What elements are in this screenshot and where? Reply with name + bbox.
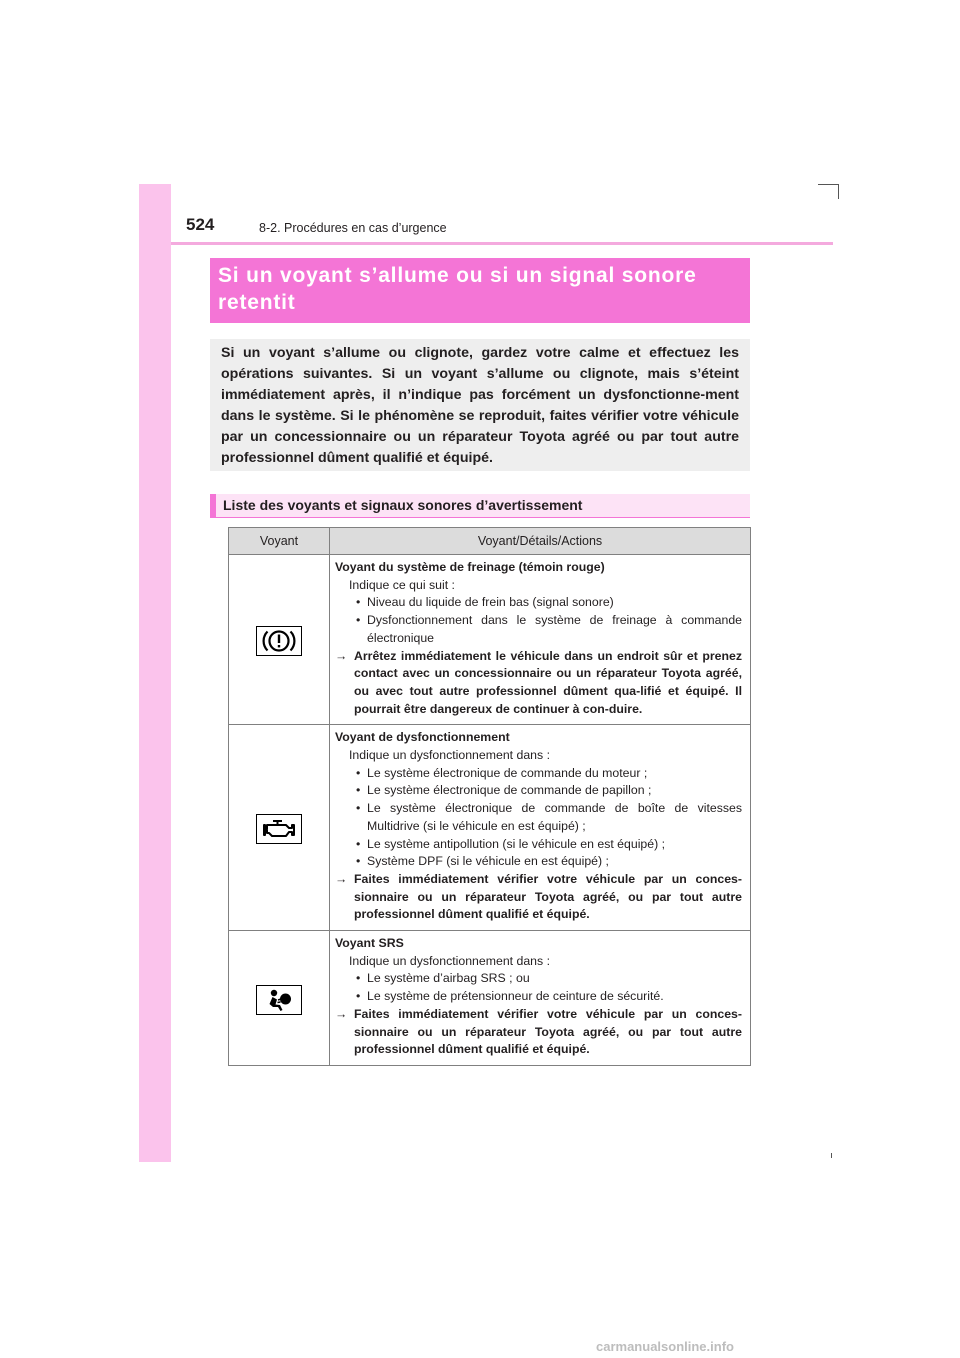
section-label: 8-2. Procédures en cas d’urgence bbox=[259, 221, 447, 235]
warning-title: Voyant de dysfonctionnement bbox=[335, 730, 510, 745]
list-item: • Le système de prétensionneur de ceinture de sécurité. bbox=[335, 988, 742, 1006]
page-title-banner bbox=[210, 258, 750, 323]
action-text: Faites immédiatement vérifier votre véhicule par un conces-sionnaire ou un réparateur Toyota agréé, ou par tout autre professionnel dûment qualifié et équipé. bbox=[354, 871, 742, 922]
table-row bbox=[229, 555, 751, 725]
list-item: • Niveau du liquide de frein bas (signal sonore) bbox=[335, 594, 742, 612]
list-item: • Le système antipollution (si le véhicule en est équipé) ; bbox=[335, 836, 742, 854]
page-title: Si un voyant s’allume ou si un signal sonore retentit bbox=[218, 264, 697, 314]
warning-action bbox=[335, 648, 742, 719]
airbag-srs-icon bbox=[256, 985, 302, 1015]
warning-description: Indique ce qui suit : bbox=[349, 577, 455, 592]
details-cell bbox=[330, 555, 751, 725]
chapter-sidebar-tab bbox=[139, 184, 171, 1162]
intro-text: Si un voyant s’allume ou clignote, gardez votre calme et effectuez les opérations suivantes. Si un voyant s’allume ou clignote, mais s’éteint immédiatement après, il n’indique pas forcément un dysfonctionne-ment dans le système. Si le phénomène se reproduit, faites vérifier votre véhicule par un concessionnaire ou un réparateur Toyota agréé ou par tout autre professionnel dûment qualifié et équipé. bbox=[221, 345, 739, 466]
table-header-row bbox=[229, 528, 751, 555]
table-row bbox=[229, 931, 751, 1066]
column-header-voyant: Voyant bbox=[229, 528, 330, 555]
warning-description: Indique un dysfonctionnement dans : bbox=[349, 748, 550, 763]
details-cell bbox=[330, 931, 751, 1066]
warning-conditions bbox=[335, 765, 742, 871]
crop-mark bbox=[818, 184, 839, 199]
list-item: • Système DPF (si le véhicule en est équipé) ; bbox=[335, 853, 742, 871]
header-rule bbox=[171, 242, 833, 245]
arrow-right-icon: → bbox=[335, 871, 348, 886]
page-number: 524 bbox=[186, 215, 215, 234]
warning-lights-table bbox=[228, 527, 751, 1066]
warning-conditions bbox=[335, 970, 742, 1005]
subheading: Liste des voyants et signaux sonores d’avertissement bbox=[210, 494, 750, 518]
list-item: • Le système électronique de commande de boîte de vitesses Multidrive (si le véhicule en est équipé) ; bbox=[335, 800, 742, 835]
icon-cell bbox=[229, 931, 330, 1066]
watermark: carmanualsonline.info bbox=[596, 1339, 734, 1354]
icon-cell bbox=[229, 725, 330, 931]
warning-title: Voyant du système de freinage (témoin rouge) bbox=[335, 560, 605, 574]
warning-description: Indique un dysfonctionnement dans : bbox=[349, 953, 550, 968]
list-item: • Le système électronique de commande de papillon ; bbox=[335, 782, 742, 800]
crop-tick bbox=[831, 1153, 832, 1158]
arrow-right-icon: → bbox=[335, 1006, 348, 1021]
warning-title: Voyant SRS bbox=[335, 936, 404, 951]
engine-check-icon bbox=[256, 814, 302, 844]
details-cell bbox=[330, 725, 751, 931]
brake-warning-icon bbox=[256, 626, 302, 656]
warning-action bbox=[335, 1006, 742, 1059]
action-text: Arrêtez immédiatement le véhicule dans un endroit sûr et prenez contact avec un concessionnaire ou un réparateur Toyota agréé, ou avec tout autre professionnel dûment qua-lifié et équipé. Il pourrait être dangereux de continuer à con-duire. bbox=[354, 648, 742, 716]
action-text: Faites immédiatement vérifier votre véhicule par un conces-sionnaire ou un réparateur Toyota agréé, ou par tout autre professionnel dûment qualifié et équipé. bbox=[354, 1006, 742, 1057]
column-header-details: Voyant/Détails/Actions bbox=[330, 528, 751, 555]
list-item: • Le système électronique de commande du moteur ; bbox=[335, 765, 742, 783]
icon-cell bbox=[229, 555, 330, 725]
warning-action bbox=[335, 871, 742, 924]
list-item: • Le système d’airbag SRS ; ou bbox=[335, 970, 742, 988]
warning-conditions bbox=[335, 594, 742, 647]
table-row bbox=[229, 725, 751, 931]
intro-box bbox=[210, 339, 750, 471]
arrow-right-icon: → bbox=[335, 648, 348, 663]
list-item: • Dysfonctionnement dans le système de freinage à commande électronique bbox=[335, 612, 742, 647]
